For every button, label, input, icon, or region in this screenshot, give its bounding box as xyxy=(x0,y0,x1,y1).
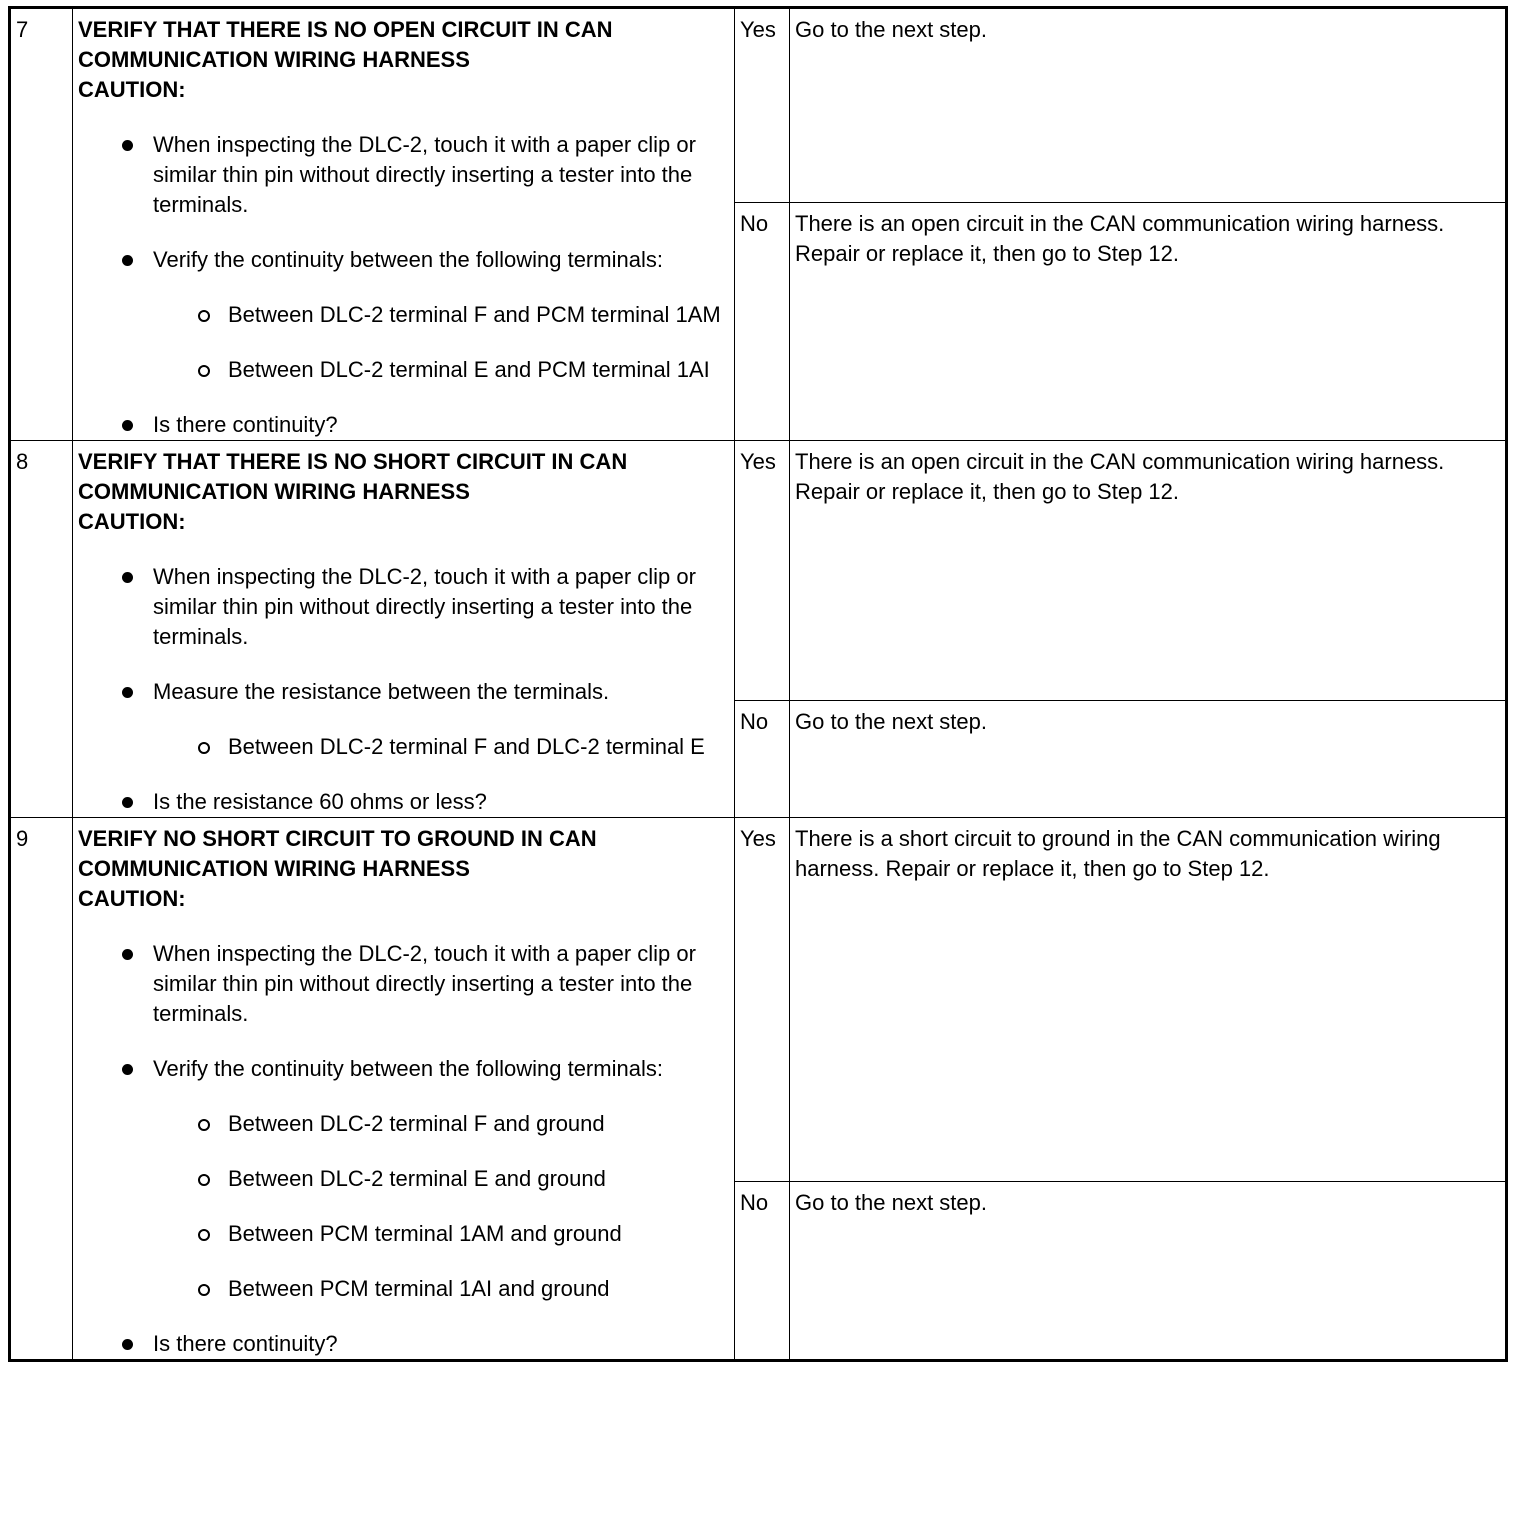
diagnostic-steps-table xyxy=(8,6,1508,1362)
caution-label: CAUTION: xyxy=(78,886,186,911)
step-number: 7 xyxy=(10,8,73,441)
step-title-line2: COMMUNICATION WIRING HARNESS xyxy=(78,47,470,72)
step-title xyxy=(78,15,729,75)
step-title-line1: VERIFY THAT THERE IS NO OPEN CIRCUIT IN CAN xyxy=(78,17,613,42)
step-action xyxy=(73,818,735,1361)
sub-bullet-item: Between DLC-2 terminal E and ground xyxy=(153,1164,729,1194)
step-title xyxy=(78,824,729,884)
bullet-item: Is there continuity? xyxy=(78,410,729,440)
result-no-text: Go to the next step. xyxy=(790,701,1507,818)
bullet-item: When inspecting the DLC-2, touch it with a paper clip or similar thin pin without directly inserting a tester into the terminals. xyxy=(78,939,729,1029)
sub-bullet-item: Between PCM terminal 1AM and ground xyxy=(153,1219,729,1249)
sub-bullet-list xyxy=(153,300,729,385)
step-title-line1: VERIFY THAT THERE IS NO SHORT CIRCUIT IN CAN xyxy=(78,449,628,474)
result-no-label: No xyxy=(735,701,790,818)
step-number: 9 xyxy=(10,818,73,1361)
bullet-text: Measure the resistance between the terminals. xyxy=(153,679,610,704)
sub-bullet-list xyxy=(153,1109,729,1304)
step-title xyxy=(78,447,729,507)
caution-label: CAUTION: xyxy=(78,509,186,534)
bullet-list xyxy=(78,939,729,1359)
result-yes-label: Yes xyxy=(735,441,790,701)
step-title-line1: VERIFY NO SHORT CIRCUIT TO GROUND IN CAN xyxy=(78,826,597,851)
result-no-label: No xyxy=(735,1182,790,1361)
sub-bullet-item: Between PCM terminal 1AI and ground xyxy=(153,1274,729,1304)
result-yes-text: There is a short circuit to ground in the CAN communication wiring harness. Repair or replace it, then go to Step 12. xyxy=(790,818,1507,1182)
bullet-item: When inspecting the DLC-2, touch it with a paper clip or similar thin pin without directly inserting a tester into the terminals. xyxy=(78,562,729,652)
step-action xyxy=(73,441,735,818)
sub-bullet-item: Between DLC-2 terminal E and PCM terminal 1AI xyxy=(153,355,729,385)
sub-bullet-item: Between DLC-2 terminal F and DLC-2 terminal E xyxy=(153,732,729,762)
bullet-item: When inspecting the DLC-2, touch it with a paper clip or similar thin pin without directly inserting a tester into the terminals. xyxy=(78,130,729,220)
sub-bullet-item: Between DLC-2 terminal F and ground xyxy=(153,1109,729,1139)
bullet-item xyxy=(78,1054,729,1304)
bullet-item: Is the resistance 60 ohms or less? xyxy=(78,787,729,817)
step-title-line2: COMMUNICATION WIRING HARNESS xyxy=(78,479,470,504)
bullet-item: Is there continuity? xyxy=(78,1329,729,1359)
result-yes-text: There is an open circuit in the CAN communication wiring harness. Repair or replace it, then go to Step 12. xyxy=(790,441,1507,701)
bullet-item xyxy=(78,677,729,762)
bullet-list xyxy=(78,562,729,817)
step-row xyxy=(10,441,1507,701)
result-no-text: There is an open circuit in the CAN communication wiring harness. Repair or replace it, then go to Step 12. xyxy=(790,203,1507,441)
result-yes-label: Yes xyxy=(735,818,790,1182)
bullet-list xyxy=(78,130,729,440)
caution-label: CAUTION: xyxy=(78,77,186,102)
step-row xyxy=(10,8,1507,203)
bullet-item xyxy=(78,245,729,385)
step-action xyxy=(73,8,735,441)
result-no-text: Go to the next step. xyxy=(790,1182,1507,1361)
result-yes-text: Go to the next step. xyxy=(790,8,1507,203)
result-no-label: No xyxy=(735,203,790,441)
result-yes-label: Yes xyxy=(735,8,790,203)
bullet-text: Verify the continuity between the following terminals: xyxy=(153,247,663,272)
sub-bullet-item: Between DLC-2 terminal F and PCM terminal 1AM xyxy=(153,300,729,330)
step-row xyxy=(10,818,1507,1182)
step-number: 8 xyxy=(10,441,73,818)
bullet-text: Verify the continuity between the following terminals: xyxy=(153,1056,663,1081)
step-title-line2: COMMUNICATION WIRING HARNESS xyxy=(78,856,470,881)
sub-bullet-list xyxy=(153,732,729,762)
